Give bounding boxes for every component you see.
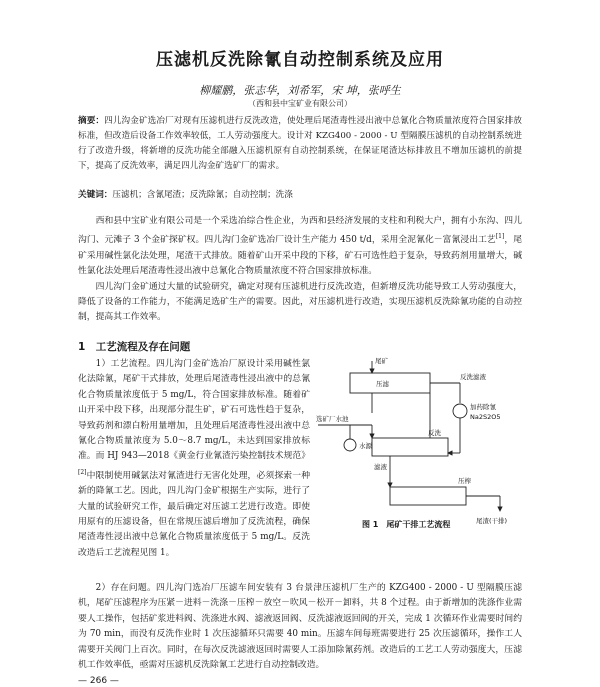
abstract-label: 摘要： [78, 116, 105, 126]
keywords-text: 压滤机；含氰尾渣；反洗除氰；自动控制；洗涤 [112, 190, 293, 200]
intro-p1-text: 西和县中宝矿业有限公司是一个采选冶综合性企业，为西和县经济发展的支柱和利税大户，拥有小东沟、四儿沟门、元滩子 3 个金矿探矿权。四儿沟门金矿选冶厂设计生产能力 450 t/d，采用全泥氰化－富氰浸出工艺 [78, 216, 522, 246]
problem-paragraph: 2）存在问题。四儿沟门选冶厂压滤车间安装有 3 台景津压滤机厂生产的 KZG400 - 2000 - U 型隔膜压滤机，尾矿压滤程序为压紧－进料－洗涤－压榨－放空－吹风－松开－卸料，共 8 个过程。由于新增加的洗涤作业需要人工操作，包括矿浆进料阀、洗涤进水阀、滤液返回阀、反洗滤液返回阀的开关，完成 1 次循环作业需要时间约为 70 min，而没有反洗作业时 1 次压滤循环只需要 40 min。压滤车间每班需要进行 25 次压滤循环，操作工人需要开关阀门上百次。同时，在每次反洗滤液返回时需要人工添加除氰药剂。改造后的工艺工人劳动强度大，压滤机工作效率低，亟需对压滤机反洗除氰工艺进行自动控制改造。 [78, 583, 522, 671]
label-press: 压榨 [458, 477, 471, 485]
backwash-box [372, 438, 448, 456]
label-add-agent: 加药除氰 [470, 403, 496, 411]
problem-section [78, 581, 522, 673]
affiliation: （西和县中宝矿业有限公司） [248, 99, 352, 108]
section-1-column [78, 357, 310, 561]
introduction [78, 214, 522, 326]
press-box [390, 487, 466, 505]
label-filter-press: 压滤 [376, 380, 389, 388]
dosing-node [453, 404, 467, 418]
intro-paragraph-2: 四儿沟门金矿通过大量的试验研究，确定对现有压滤机进行反洗改造，但新增反洗功能导致工人劳动强度大，降低了设备的工作能力，不能满足选矿生产的需要。因此，对压滤机进行改造，实现压滤机反洗除氰功能的自动控制，提高其工作效率。 [78, 281, 522, 323]
process-text-cont: 中限制使用碱氯法对氰渣进行无害化处理，必须探索一种新的降氰工艺。因此，四儿沟门金矿根据生产实际，进行了大量的试验研究工作，最后确定对压滤工艺进行改造。即使用原有的压滤设备，但在常规压滤后增加了反洗流程，确保尾渣毒性浸出液中总氰化合物质量浓度低于 5 mg/L。反洗改造后工艺流程见图 1。 [78, 470, 310, 558]
citation-1: [1] [495, 233, 505, 241]
figure-caption: 图 1 尾矿干排工艺流程 [362, 520, 451, 529]
page-number: — 266 — [78, 676, 119, 686]
label-backwash: 反洗 [428, 429, 441, 437]
section-heading: 1 工艺流程及存在问题 [78, 341, 191, 353]
label-agent-formula: Na2S2O5 [470, 413, 501, 421]
abstract-text: 四儿沟金矿选冶厂对现有压滤机进行反洗改造，使处理后尾渣毒性浸出液中总氰化合物质量浓度符合国家排放标准，但改造后设备工作效率较低，工人劳动强度大。设计对 KZG400 - 2000 - U 型隔膜压滤机的自动控制系统进行了改造升级，将新增的反洗功能全部融入压滤机原有自动控制系统，在保证尾渣达标排放且不增加压滤机的前提下，提高了反洗效率，满足四儿沟金矿选矿厂的需求。 [78, 116, 522, 171]
citation-2: [2] [78, 468, 87, 476]
intro-paragraph-1 [78, 214, 522, 280]
label-mine-water: 选矿厂水池 [316, 415, 349, 423]
process-paragraph [78, 357, 310, 561]
keywords [78, 188, 522, 202]
label-water-source: 水源 [359, 442, 372, 450]
filter-press-box [350, 373, 430, 393]
abstract [78, 114, 522, 174]
paper-title: 压滤机反洗除氰自动控制系统及应用 [156, 50, 444, 70]
label-tailings-dry: 尾渣(干排) [476, 517, 508, 525]
keywords-label: 关键词： [78, 190, 113, 200]
intro-p1b-text: ，尾矿采用碱性氯化法处理，尾渣干式排放。随着矿山开采中段的下移，矿石可选性趋于复杂，导致药剂用量增大，碱性氯化法处理后尾渣毒性浸出液中总氰化合物质量浓度不符合国家排放标准。 [78, 235, 522, 277]
label-filtrate: 滤液 [374, 463, 387, 471]
process-flow-diagram [310, 353, 530, 528]
water-source-node [344, 439, 356, 451]
process-text: 1）工艺流程。四儿沟门金矿选冶厂原设计采用碱性氯化法除氰，尾矿干式排放，处理后尾渣毒性浸出液中的总氰化合物质量浓度低于 5 mg/L，符合国家排放标准。随着矿山开采中段下移，出现部分混生矿，矿石可选性趋于复杂，导致药剂和漂白粉用量增加，且处理后尾渣毒性浸出液中总氰化合物质量浓度为 5.0～8.7 mg/L，未达到国家排放标准。而 HJ 943—2018《黄金行业氰渣污染控制技术规范》 [78, 359, 310, 462]
authors: 柳耀鹏，张志华，刘希军，宋 坤，张呼生 [199, 84, 401, 97]
label-backwash-filtrate: 反洗滤液 [460, 373, 486, 381]
label-tailings: 尾矿 [375, 357, 388, 365]
